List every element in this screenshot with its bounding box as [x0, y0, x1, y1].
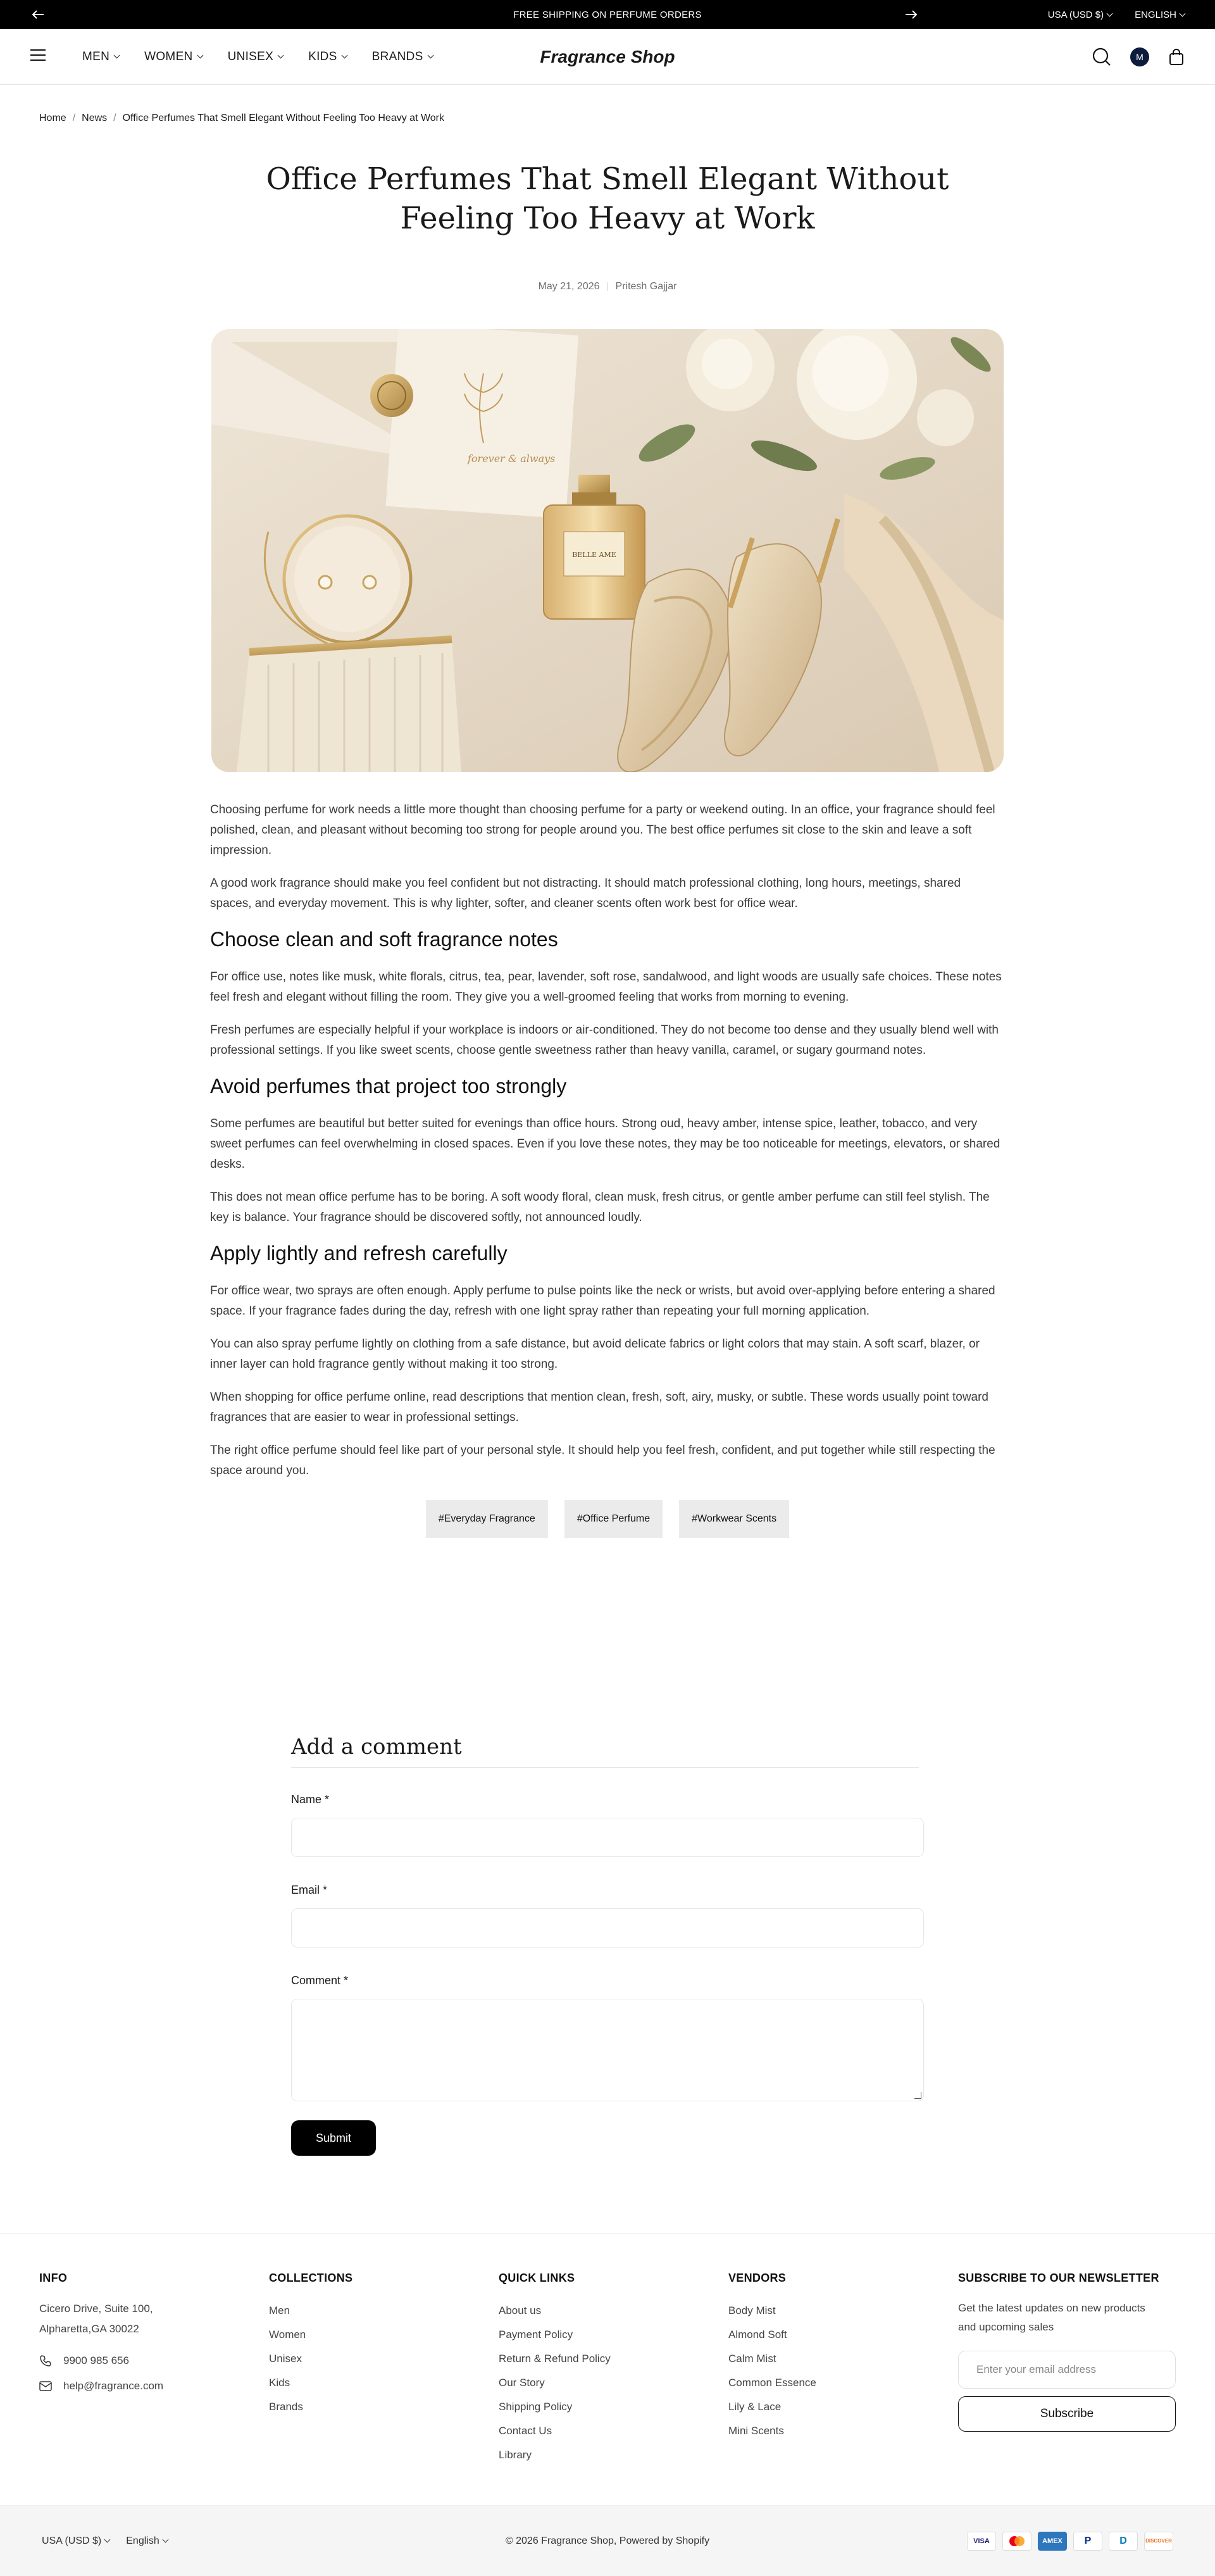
newsletter-desc: and upcoming sales	[958, 2321, 1054, 2333]
chevron-down-icon	[427, 53, 433, 59]
phone-number: 9900 985 656	[63, 2354, 129, 2367]
language-selector[interactable]	[1135, 9, 1185, 20]
email-field[interactable]	[291, 1908, 924, 1948]
chevron-down-icon	[114, 53, 120, 59]
newsletter-desc: Get the latest updates on new products	[958, 2302, 1145, 2314]
payment-icons	[967, 2532, 1173, 2551]
footer-heading: QUICK LINKS	[499, 2272, 575, 2284]
bottle-label: BELLE AME	[572, 551, 616, 559]
footer-vendors	[728, 2272, 816, 2443]
footer-link[interactable]: Calm Mist	[728, 2353, 776, 2365]
footer-link[interactable]: Mini Scents	[728, 2425, 784, 2437]
footer-newsletter	[958, 2272, 1176, 2432]
discover-icon: DISCOVER	[1144, 2532, 1173, 2551]
tag-office-perfume[interactable]: #Office Perfume	[564, 1500, 663, 1538]
site-header	[0, 29, 1215, 85]
footer-info	[39, 2272, 163, 2392]
name-label: Name *	[291, 1793, 330, 1806]
paypal-icon: P	[1073, 2532, 1102, 2551]
chevron-down-icon	[104, 2537, 111, 2543]
footer-heading: VENDORS	[728, 2272, 787, 2284]
article-author: Pritesh Gajjar	[615, 281, 677, 292]
footer-link[interactable]: Brands	[269, 2401, 303, 2413]
footer-link[interactable]: Body Mist	[728, 2304, 776, 2317]
comment-textarea[interactable]	[291, 1999, 924, 2101]
copyright: © 2026 Fragrance Shop, Powered by Shopify	[505, 2535, 710, 2546]
footer-collections	[269, 2272, 352, 2419]
paragraph: A good work fragrance should make you feel confident but not distracting. It should match professional clothing, long hours, meetings, shared spaces, and everyday movement. This is why lighter, softer, and cleaner scents often work best for office wear.	[210, 877, 961, 910]
comment-form-title: Add a comment	[291, 1734, 919, 1768]
section-heading: Choose clean and soft fragrance notes	[210, 928, 558, 951]
search-icon[interactable]	[1092, 47, 1111, 66]
paragraph: Choosing perfume for work needs a little more thought than choosing perfume for a party or weekend outing. In an office, your fragrance should feel polished, clean, and pleasant without becoming too strong for people around you. The best office perfumes sit close to the skin and leave a soft impression.	[210, 803, 995, 857]
footer-heading: INFO	[39, 2272, 68, 2284]
breadcrumb-current: Office Perfumes That Smell Elegant Without Feeling Too Heavy at Work	[122, 113, 444, 123]
arrow-left-icon	[32, 9, 44, 20]
nav-item-women[interactable]	[144, 50, 202, 64]
footer-link[interactable]: Shipping Policy	[499, 2401, 573, 2413]
name-field[interactable]	[291, 1818, 924, 1857]
comment-label: Comment *	[291, 1974, 349, 1987]
footer-link[interactable]: Kids	[269, 2377, 290, 2389]
paragraph: Fresh perfumes are especially helpful if your workplace is indoors or air-conditioned. They do not become too dense and they usually blend well with professional settings. If you like sweet scents, choose gentle sweetness rather than heavy vanilla, caramel, or sugary gourmand notes.	[210, 1023, 999, 1057]
mastercard-icon	[1002, 2532, 1031, 2551]
breadcrumb-separator: /	[72, 113, 76, 123]
article-tags	[210, 1500, 1005, 1538]
hamburger-icon	[30, 49, 46, 61]
footer-link[interactable]: Contact Us	[499, 2425, 552, 2437]
article-hero-image	[211, 329, 1004, 772]
site-footer	[0, 2233, 1215, 2505]
article-title: Office Perfumes That Smell Elegant Without Feeling Too Heavy at Work	[266, 161, 949, 236]
email-address: help@fragrance.com	[63, 2380, 164, 2392]
article-meta	[0, 281, 1215, 292]
breadcrumb	[39, 113, 444, 124]
breadcrumb-separator: /	[113, 113, 116, 123]
paragraph: Some perfumes are beautiful but better suited for evenings than office hours. Strong oud, heavy amber, intense spice, leather, tobacco, and very sweet perfumes can feel overwhelming in closed spaces. Even if you love these notes, they may be too noticeable for meetings, elevators, or shared desks.	[210, 1117, 1000, 1171]
chevron-down-icon	[162, 2537, 168, 2543]
chevron-down-icon	[278, 53, 284, 59]
phone-icon	[39, 2354, 52, 2367]
footer-link[interactable]: Lily & Lace	[728, 2401, 782, 2413]
footer-currency-selector[interactable]	[42, 2535, 109, 2547]
nav-label: BRANDS	[371, 49, 423, 63]
amex-icon: AMEX	[1038, 2532, 1067, 2551]
footer-heading: COLLECTIONS	[269, 2272, 353, 2284]
footer-bottom-bar	[0, 2505, 1215, 2576]
footer-quick-links	[499, 2272, 611, 2467]
currency-selector[interactable]	[1048, 9, 1112, 20]
announcement-bar	[0, 0, 1215, 29]
footer-link[interactable]: Unisex	[269, 2353, 302, 2365]
submit-button[interactable]: Submit	[291, 2120, 376, 2156]
nav-item-unisex[interactable]	[228, 50, 284, 64]
article-date: May 21, 2026	[538, 281, 600, 292]
nav-label: MEN	[82, 49, 110, 63]
nav-label: UNISEX	[227, 49, 274, 63]
email-label: Email *	[291, 1884, 328, 1896]
newsletter-email-input[interactable]: Enter your email address	[958, 2351, 1176, 2389]
tag-everyday-fragrance[interactable]: #Everyday Fragrance	[426, 1500, 548, 1538]
site-logo[interactable]: Fragrance Shop	[540, 46, 675, 66]
main-nav	[82, 50, 433, 64]
cart-icon[interactable]	[1168, 48, 1185, 66]
diners-icon: D	[1109, 2532, 1138, 2551]
account-avatar[interactable]: M	[1130, 47, 1149, 66]
chevron-down-icon	[341, 53, 347, 59]
nav-item-kids[interactable]	[308, 50, 347, 64]
paragraph: This does not mean office perfume has to be boring. A soft woody floral, clean musk, fresh citrus, or gentle amber perfume can still feel stylish. The key is balance. Your fragrance should be discovered softly, not announced loudly.	[210, 1191, 990, 1224]
footer-link[interactable]: Our Story	[499, 2377, 545, 2389]
address-line: Cicero Drive, Suite 100,	[39, 2303, 153, 2315]
footer-link[interactable]: Women	[269, 2329, 306, 2341]
paragraph: When shopping for office perfume online, read descriptions that mention clean, fresh, soft, airy, musky, or subtle. These words usually point toward fragrances that are easier to wear in professional settings.	[210, 1391, 988, 1424]
footer-link[interactable]: Common Essence	[728, 2377, 816, 2389]
menu-button[interactable]	[30, 49, 46, 64]
footer-heading: SUBSCRIBE TO OUR NEWSLETTER	[958, 2272, 1159, 2284]
email-contact[interactable]	[39, 2380, 163, 2392]
paragraph: For office use, notes like musk, white florals, citrus, tea, pear, lavender, soft rose, sandalwood, and light woods are usually safe choices. These notes feel fresh and elegant without filling the room. They give you a well-groomed feeling that works from morning to evening.	[210, 970, 1002, 1004]
chevron-down-icon	[197, 53, 203, 59]
phone-contact[interactable]	[39, 2354, 163, 2367]
prev-announcement-button[interactable]	[30, 7, 46, 22]
footer-link[interactable]: Library	[499, 2449, 532, 2461]
paragraph: For office wear, two sprays are often enough. Apply perfume to pulse points like the neck or wrists, but avoid over-applying before entering a shared space. If your fragrance fades during the day, refresh with one light spray rather than repeating your full morning application.	[210, 1284, 995, 1318]
language-label: ENGLISH	[1135, 9, 1176, 20]
nav-label: KIDS	[308, 49, 337, 63]
nav-item-brands[interactable]	[372, 50, 433, 64]
article-body	[210, 800, 1005, 1538]
address-line: Alpharetta,GA 30022	[39, 2323, 139, 2335]
nav-label: WOMEN	[144, 49, 193, 63]
card-text: forever & always	[468, 453, 556, 465]
chevron-down-icon	[1107, 10, 1113, 16]
footer-link[interactable]: Return & Refund Policy	[499, 2353, 611, 2365]
footer-link[interactable]: Men	[269, 2304, 290, 2317]
paragraph: You can also spray perfume lightly on clothing from a safe distance, but avoid delicate fabrics or light colors that may stain. A soft scarf, blazer, or inner layer can hold fragrance gently without making it too strong.	[210, 1337, 980, 1371]
announcement-text: FREE SHIPPING ON PERFUME ORDERS	[513, 9, 702, 20]
footer-link[interactable]: About us	[499, 2304, 542, 2317]
paragraph: The right office perfume should feel like part of your personal style. It should help you feel fresh, confident, and put together while still respecting the space around you.	[210, 1444, 995, 1477]
hero-illustration	[211, 329, 1004, 772]
nav-item-men[interactable]	[82, 50, 119, 64]
currency-label: USA (USD $)	[42, 2535, 102, 2546]
subscribe-button[interactable]: Subscribe	[958, 2396, 1176, 2432]
footer-language-selector[interactable]	[126, 2535, 167, 2547]
breadcrumb-home[interactable]: Home	[39, 113, 66, 123]
arrow-right-icon	[905, 9, 918, 20]
comment-form	[291, 1734, 924, 2156]
visa-icon: VISA	[967, 2532, 996, 2551]
section-heading: Apply lightly and refresh carefully	[210, 1242, 508, 1265]
footer-link[interactable]: Payment Policy	[499, 2329, 573, 2341]
breadcrumb-news[interactable]: News	[82, 113, 108, 123]
chevron-down-icon	[1180, 10, 1186, 16]
mail-icon	[39, 2381, 52, 2391]
next-announcement-button[interactable]	[904, 7, 919, 22]
currency-label: USA (USD $)	[1047, 9, 1104, 20]
language-label: English	[126, 2535, 159, 2546]
section-heading: Avoid perfumes that project too strongly	[210, 1075, 567, 1097]
tag-workwear-scents[interactable]: #Workwear Scents	[679, 1500, 789, 1538]
footer-link[interactable]: Almond Soft	[728, 2329, 787, 2341]
